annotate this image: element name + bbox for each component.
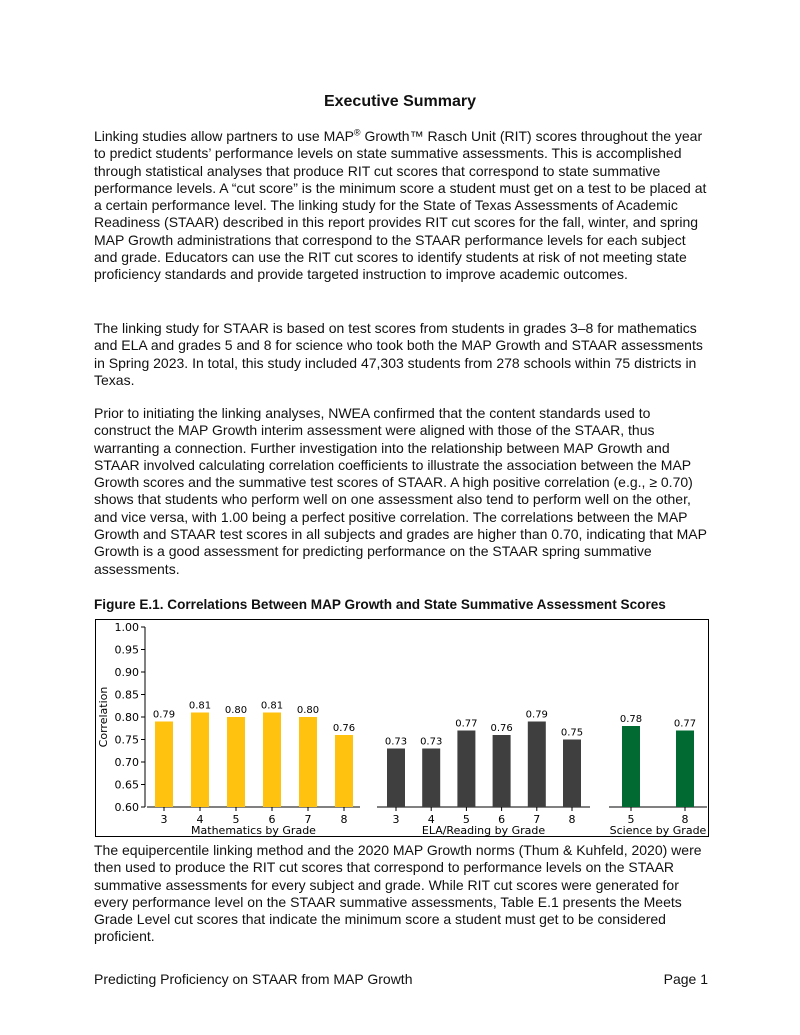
footer-document-title: Predicting Proficiency on STAAR from MAP Growth	[94, 971, 413, 987]
y-tick-label: 0.70	[114, 756, 139, 769]
group-axis-label: Mathematics by Grade	[191, 824, 316, 837]
intro-text-rest: Growth™ Rasch Unit (RIT) scores throughout the year to predict students’ performance levels on state summative assessments. This is accomplished through statistical analyses that produce RIT cut scores that correspond to state summative performance levels. A “cut score” is the minimum score a student must get on a test to be placed at a certain performance level. The linking study for the State of Texas Assessments of Academic Readiness (STAAR) described in this report provides RIT cut scores for the fall, winter, and spring MAP Growth administrations that correspond to the STAAR performance levels for each subject and grade. Educators can use the RIT cut scores to identify students at risk of not meeting state proficiency standards and provide targeted instruction to improve academic outcomes.	[94, 128, 707, 283]
x-tick-label: 7	[304, 813, 312, 826]
bar	[227, 717, 245, 807]
bar	[493, 735, 511, 807]
intro-paragraph	[94, 128, 708, 284]
bar	[299, 717, 317, 807]
y-tick-label: 0.80	[114, 711, 139, 724]
y-tick-label: 1.00	[114, 621, 139, 634]
study-sample-paragraph: The linking study for STAAR is based on test scores from students in grades 3–8 for mathematics and ELA and grades 5 and 8 for science who took both the MAP Growth and STAAR assessments in Spring 2023. In total, this study included 47,303 students from 278 schools within 75 districts in Texas.	[94, 320, 703, 388]
y-tick-label: 0.60	[114, 801, 139, 814]
x-tick-label: 8	[681, 813, 689, 826]
page-title: Executive Summary	[323, 93, 477, 110]
x-tick-label: 8	[568, 813, 576, 826]
figure-caption: Figure E.1. Correlations Between MAP Growth and State Summative Assessment Scores	[94, 597, 666, 612]
bar-value-label: 0.76	[332, 723, 356, 734]
bar-value-label: 0.79	[525, 709, 548, 721]
x-tick-label: 8	[340, 813, 348, 826]
y-tick-label: 0.85	[114, 688, 139, 702]
x-tick-label: 7	[533, 813, 541, 826]
bar-value-label: 0.81	[260, 700, 284, 712]
x-tick-label: 4	[196, 813, 204, 826]
group-axis-label: Science by Grade	[609, 824, 707, 837]
intro-text-start: Linking studies allow partners to use MAP	[94, 128, 354, 144]
x-tick-label: 5	[462, 813, 470, 826]
y-tick-label: 0.95	[114, 643, 139, 657]
x-tick-label: 5	[627, 813, 635, 826]
bar	[335, 735, 353, 807]
correlation-bar-chart	[95, 619, 709, 837]
y-axis-label: Correlation	[97, 686, 110, 748]
x-tick-label: 6	[498, 813, 506, 826]
bar-value-label: 0.73	[420, 736, 443, 748]
bar	[676, 731, 694, 808]
x-tick-label: 3	[392, 813, 400, 826]
bar-value-label: 0.80	[224, 705, 248, 716]
linking-method-paragraph: The equipercentile linking method and the 2020 MAP Growth norms (Thum & Kuhfeld, 2020) were then used to produce the RIT cut scores that correspond to performance levels on the STAAR summative assessments for every subject and grade. While RIT cut scores were generated for every performance level on the STAAR summative assessments, Table E.1 presents the Meets Grade Level cut scores that indicate the minimum score a student must get to be considered proficient.	[94, 842, 702, 945]
bar	[422, 749, 440, 808]
correlation-paragraph: Prior to initiating the linking analyses, NWEA confirmed that the content standards used to construct the MAP Growth interim assessment were aligned with those of the STAAR, thus warranting a connection. Further investigation into the relationship between MAP Growth and STAAR involved calculating correlation coefficients to illustrate the association between the MAP Growth scores and the summative test scores of STAAR. A high positive correlation (e.g., ≥ 0.70) shows that students who perform well on one assessment also tend to perform well on the other, and vice versa, with 1.00 being a perfect positive correlation. The correlations between the MAP Growth and STAAR test scores in all subjects and grades are higher than 0.70, indicating that MAP Growth is a good assessment for predicting performance on the STAAR spring summative assessments.	[94, 405, 707, 577]
registered-mark: ®	[353, 127, 361, 138]
bar-value-label: 0.79	[152, 709, 176, 721]
bar	[191, 713, 209, 808]
footer-page-number: Page 1	[663, 971, 708, 987]
x-tick-label: 5	[232, 813, 240, 826]
bar	[563, 740, 581, 808]
group-axis-label: ELA/Reading by Grade	[421, 824, 546, 837]
bar	[263, 713, 281, 808]
bar	[528, 722, 546, 808]
y-tick-label: 0.65	[114, 778, 139, 792]
bar-value-label: 0.80	[296, 705, 320, 716]
bar	[622, 726, 640, 807]
bar-value-label: 0.75	[560, 727, 584, 739]
bar-value-label: 0.81	[188, 700, 212, 712]
bar-value-label: 0.73	[384, 736, 408, 748]
bar	[457, 731, 475, 808]
bar-value-label: 0.77	[673, 718, 697, 730]
x-tick-label: 4	[427, 813, 435, 826]
y-tick-label: 0.90	[114, 666, 139, 679]
x-tick-label: 6	[268, 813, 276, 826]
bar	[155, 722, 173, 808]
bar-value-label: 0.78	[619, 714, 643, 725]
bar	[387, 749, 405, 808]
y-tick-label: 0.75	[114, 733, 139, 747]
bar-value-label: 0.76	[490, 723, 513, 734]
bar-value-label: 0.77	[455, 718, 478, 730]
x-tick-label: 3	[160, 813, 168, 826]
